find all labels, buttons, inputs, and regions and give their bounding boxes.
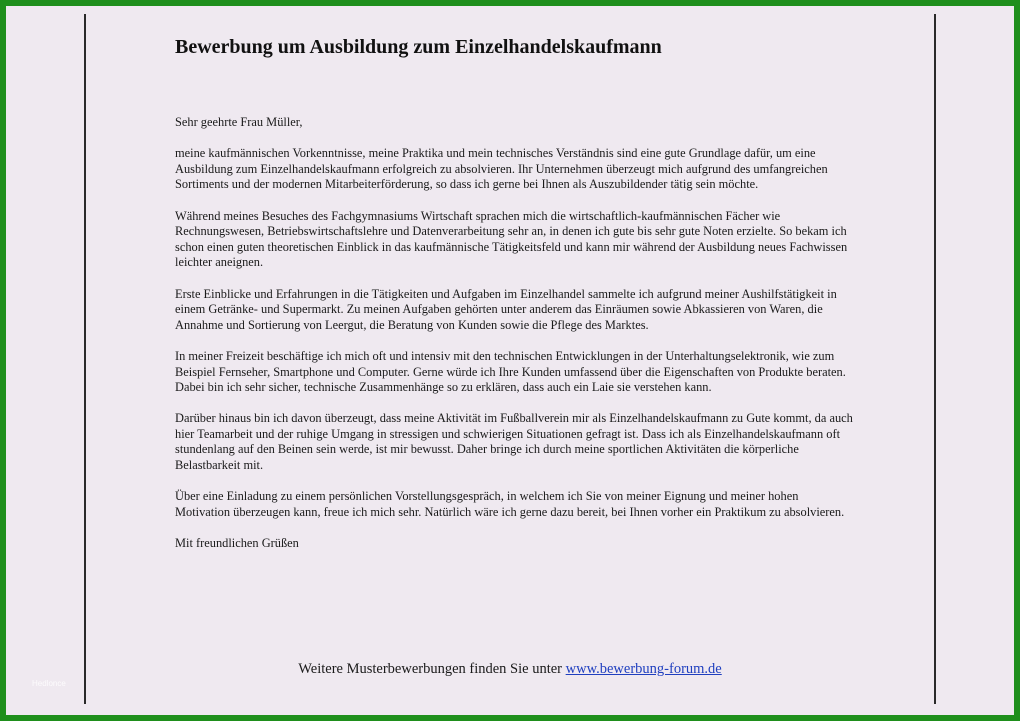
paragraph-1: meine kaufmännischen Vorkenntnisse, meine Praktika und mein technisches Verständnis sind eine gute Grundlage dafür, um eine Ausbildung zum Einzelhandelskaufmann erfolgreich zu absolvieren. Ihr Unternehmen überzeugt mich aufgrund des umfangreichen Sortiments und der modernen Mitarbeiterförderung, so dass ich gerne bei Ihnen als Auszubildender tätig sein möchte. [175,146,828,192]
document-title: Bewerbung um Ausbildung zum Einzelhandelskaufmann [175,36,662,58]
closing: Mit freundlichen Grüßen [175,536,299,551]
footer-text: Weitere Musterbewerbungen finden Sie unter [298,661,566,677]
website-link[interactable]: www.bewerbung-forum.de [565,661,722,677]
left-margin-rule [84,14,86,704]
letter-body [175,115,855,567]
paragraph-4: In meiner Freizeit beschäftige ich mich oft und intensiv mit den technischen Entwicklungen in der Unterhaltungselektronik, wie zum Beispiel Fernseher, Smartphone und Computer. Gerne würde ich Ihre Kunden umfassend über die Eigenschaften von Produkte beraten. Dabei bin ich sehr sicher, technische Zusammenhänge so zu erklären, dass auch ein Laie sie verstehen kann. [175,348,846,395]
paragraph-5: Darüber hinaus bin ich davon überzeugt, dass meine Aktivität im Fußballverein mir als Einzelhandelskaufmann zu Gute kommt, da auch hier Teamarbeit und der ruhige Umgang in stressigen und schwierigen Situationen gefragt ist. Dass ich als Einzelhandelskaufmann oft stundenlang auf den Beinen sein werde, ist mir bewusst. Daher bringe ich durch meine sportlichen Aktivitäten die körperliche Belastbarkeit mit. [175,411,853,473]
watermark: Hedlonce [32,679,66,688]
salutation: Sehr geehrte Frau Müller, [175,115,303,129]
letter-page [6,6,1014,715]
paragraph-6: Über eine Einladung zu einem persönlichen Vorstellungsgespräch, in welchem ich Sie von meiner Eignung und meiner hohen Motivation überzeugen kann, freue ich mich sehr. Natürlich wäre ich gerne dazu bereit, bei Ihnen vorher ein Praktikum zu absolvieren. [175,489,845,519]
paragraph-2: Während meines Besuches des Fachgymnasiums Wirtschaft sprachen mich die wirtschaftlich-kaufmännischen Fächer wie Rechnungswesen, Betriebswirtschaftslehre und Datenverarbeitung sehr an, in denen ich gute bis sehr gute Noten erzielte. So bekam ich schon einen guten theoretischen Einblick in das kaufmännische Tätigkeitsfeld und kann mir während der Ausbildung neues Fachwissen leichter aneignen. [175,208,848,270]
right-margin-rule [934,14,936,704]
paragraph-3: Erste Einblicke und Erfahrungen in die Tätigkeiten und Aufgaben im Einzelhandel sammelte ich aufgrund meiner Aushilfstätigkeit in einem Getränke- und Supermarkt. Zu meinen Aufgaben gehörten unter anderem das Einräumen sowie Abkassieren von Waren, die Annahme und Sortierung von Leergut, die Beratung von Kunden sowie die Pflege des Marktes. [175,286,837,332]
footer-note [6,661,1014,678]
